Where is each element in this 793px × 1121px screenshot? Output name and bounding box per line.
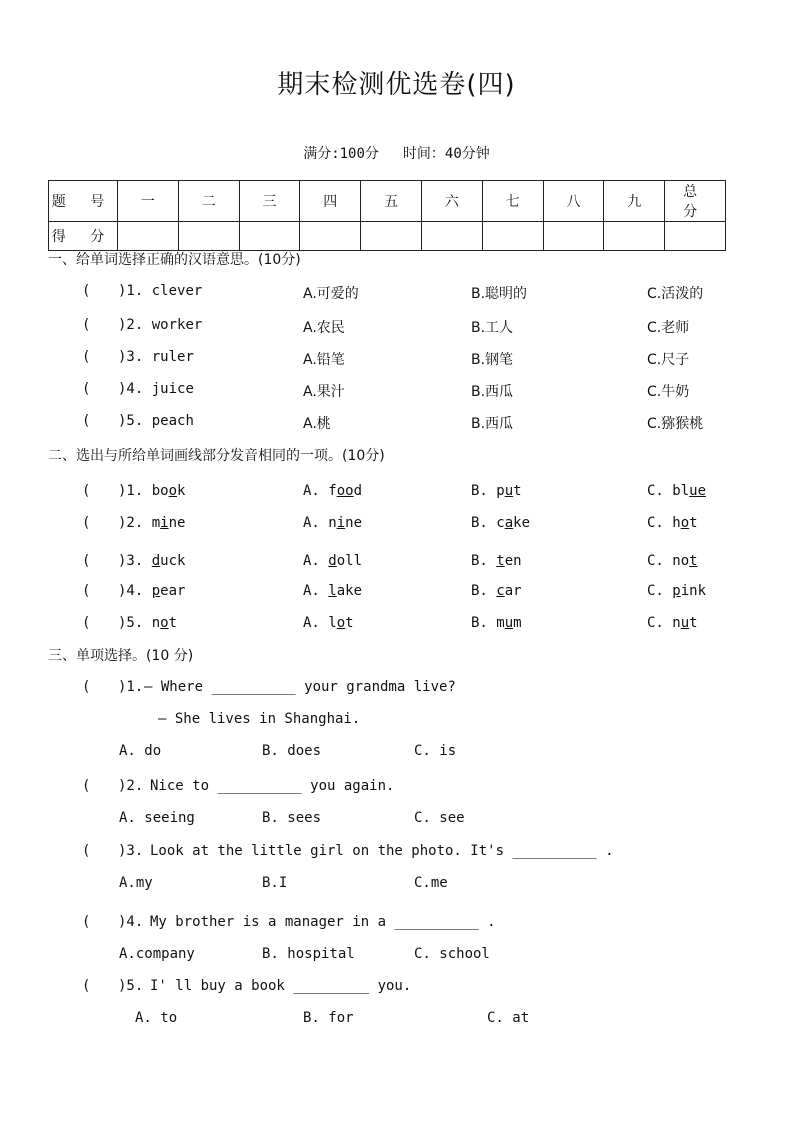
option-a[interactable]: A.果汁: [303, 384, 345, 400]
word-part: en: [504, 553, 522, 569]
option-b[interactable]: [471, 553, 522, 569]
option-b[interactable]: B. for: [303, 1010, 354, 1026]
option-b[interactable]: B. hospital: [262, 946, 355, 962]
s2-question-4: [0, 583, 793, 605]
word-part: C. n: [647, 615, 681, 631]
underlined-letters: t: [496, 553, 505, 569]
question-number: )1.: [118, 283, 144, 299]
score-cell[interactable]: [482, 222, 543, 251]
option-c[interactable]: C.猕猴桃: [647, 416, 704, 432]
option-a[interactable]: A.桃: [303, 416, 331, 432]
underlined-letters: oo: [336, 483, 354, 499]
score-header-cell: 七: [482, 181, 543, 222]
option-b[interactable]: [471, 615, 522, 631]
word-part: t: [345, 615, 354, 631]
word-part: ake: [336, 583, 363, 599]
question-word: clever: [151, 283, 203, 299]
word-part: ne: [345, 515, 363, 531]
word-part: uck: [160, 553, 186, 569]
option-a[interactable]: A.可爱的: [303, 286, 359, 302]
question-number: )4.: [118, 914, 144, 930]
word-part: ke: [513, 515, 531, 531]
exam-meta: [0, 143, 793, 163]
score-header-cell: 一: [118, 181, 179, 222]
underlined-letters: i: [336, 515, 346, 531]
question-number: )3.: [118, 349, 144, 365]
underlined-letters: ue: [689, 483, 707, 499]
answer-paren[interactable]: (: [82, 381, 91, 397]
option-c[interactable]: C.老师: [647, 320, 690, 336]
underlined-letters: d: [151, 553, 161, 569]
score-table-score-row: [49, 222, 726, 251]
option-a[interactable]: [303, 583, 362, 599]
option-a[interactable]: [303, 615, 354, 631]
question-number: )4.: [118, 381, 144, 397]
option-a[interactable]: A. do: [119, 743, 162, 759]
answer-paren[interactable]: (: [82, 978, 91, 994]
answer-paren[interactable]: (: [82, 349, 91, 365]
word-part: m: [151, 515, 161, 531]
option-b[interactable]: B.西瓜: [471, 416, 514, 432]
answer-paren[interactable]: (: [82, 679, 91, 695]
question-text: I' ll buy a book _________ you.: [150, 978, 412, 994]
question-word-wrap: [118, 349, 194, 365]
question-word: [118, 515, 185, 531]
time-limit: 时间：40分钟: [402, 146, 490, 162]
question-word-wrap: [118, 317, 202, 333]
word-part: C.: [647, 583, 673, 599]
option-b[interactable]: [471, 483, 522, 499]
option-b[interactable]: B. sees: [262, 810, 322, 826]
option-b[interactable]: B. does: [262, 743, 322, 759]
option-c[interactable]: C. at: [487, 1010, 530, 1026]
underlined-letters: l: [328, 583, 337, 599]
question-number: )2.: [118, 515, 144, 531]
option-a[interactable]: A. to: [135, 1010, 178, 1026]
word-part: A. l: [303, 615, 337, 631]
question-word: [118, 615, 177, 631]
score-cell[interactable]: [178, 222, 239, 251]
question-word: [118, 483, 185, 499]
s1-question-5: [0, 413, 793, 435]
question-word-wrap: [118, 283, 202, 299]
score-cell[interactable]: [421, 222, 482, 251]
answer-paren[interactable]: (: [82, 317, 91, 333]
underlined-letters: p: [672, 583, 681, 599]
word-part: C. h: [647, 515, 681, 531]
question-number: )5.: [118, 615, 144, 631]
underlined-letters: u: [504, 483, 514, 499]
s1-question-2: [0, 317, 793, 339]
option-a[interactable]: A.农民: [303, 320, 345, 336]
score-cell[interactable]: [361, 222, 422, 251]
option-a[interactable]: A.铅笔: [303, 352, 345, 368]
answer-paren[interactable]: (: [82, 583, 91, 599]
option-a[interactable]: A.company: [119, 946, 195, 962]
underlined-letters: o: [336, 615, 346, 631]
question-word: juice: [151, 381, 194, 397]
word-part: n: [151, 615, 161, 631]
answer-paren[interactable]: (: [82, 778, 91, 794]
option-a[interactable]: A. seeing: [119, 810, 195, 826]
question-number: )4.: [118, 583, 144, 599]
word-part: C. no: [647, 553, 690, 569]
option-a[interactable]: [303, 483, 362, 499]
option-c[interactable]: [647, 615, 698, 631]
word-part: A.: [303, 553, 329, 569]
word-part: bo: [151, 483, 169, 499]
option-b[interactable]: B.西瓜: [471, 384, 514, 400]
option-c[interactable]: C. see: [414, 810, 465, 826]
underlined-letters: o: [168, 483, 178, 499]
score-cell[interactable]: [118, 222, 179, 251]
question-word: [118, 553, 185, 569]
question-number: )1.: [118, 679, 144, 695]
answer-paren[interactable]: (: [82, 283, 91, 299]
section3-heading: 三、单项选择。(10 分): [48, 648, 194, 664]
option-b[interactable]: B.I: [262, 875, 288, 891]
score-header-cell: 六: [421, 181, 482, 222]
word-part: ar: [504, 583, 522, 599]
word-part: k: [177, 483, 186, 499]
score-row-label: 得 分: [49, 222, 118, 251]
s1-question-3: [0, 349, 793, 371]
word-part: ear: [160, 583, 186, 599]
question-word-wrap: [118, 413, 194, 429]
full-score: 满分:100分: [303, 146, 379, 162]
option-c[interactable]: [647, 583, 706, 599]
s1-question-1: [0, 283, 793, 305]
option-c[interactable]: C.活泼的: [647, 286, 704, 302]
score-table: [48, 180, 726, 251]
answer-paren[interactable]: (: [82, 553, 91, 569]
s2-question-2: [0, 515, 793, 537]
option-a[interactable]: [303, 553, 362, 569]
answer-paren[interactable]: (: [82, 515, 91, 531]
question-word-wrap: [118, 381, 194, 397]
option-c[interactable]: [647, 515, 698, 531]
score-header-cell: 四: [300, 181, 361, 222]
score-header-cell: 二: [178, 181, 239, 222]
question-word: [118, 583, 185, 599]
question-reply: — She lives in Shanghai.: [158, 711, 361, 727]
section2-heading: 二、选出与所给单词画线部分发音相同的一项。(10分): [48, 448, 385, 464]
answer-paren[interactable]: (: [82, 615, 91, 631]
score-header-cell: 五: [361, 181, 422, 222]
option-c[interactable]: C.me: [414, 875, 448, 891]
question-number: )2.: [118, 778, 144, 794]
score-header-cell: 九: [604, 181, 665, 222]
word-part: C. bl: [647, 483, 690, 499]
s2-question-3: [0, 553, 793, 575]
question-number: )1.: [118, 483, 144, 499]
question-number: )5.: [118, 413, 144, 429]
question-word: ruler: [151, 349, 194, 365]
word-part: A. n: [303, 515, 337, 531]
question-number: )3.: [118, 843, 144, 859]
score-cell[interactable]: [543, 222, 604, 251]
answer-paren[interactable]: (: [82, 413, 91, 429]
word-part: A. f: [303, 483, 337, 499]
word-part: t: [168, 615, 178, 631]
question-text: Look at the little girl on the photo. It's __________ .: [150, 843, 614, 859]
option-a[interactable]: [303, 515, 362, 531]
option-c[interactable]: C. is: [414, 743, 457, 759]
word-part: ne: [168, 515, 186, 531]
score-header-cell: 三: [239, 181, 300, 222]
option-c[interactable]: C.牛奶: [647, 384, 690, 400]
underlined-letters: t: [689, 553, 698, 569]
underlined-letters: p: [151, 583, 161, 599]
option-b[interactable]: [471, 515, 530, 531]
word-part: B. p: [471, 483, 505, 499]
word-part: ink: [680, 583, 707, 599]
underlined-letters: o: [160, 615, 169, 631]
score-header-cell: 八: [543, 181, 604, 222]
word-part: oll: [336, 553, 363, 569]
question-number: )3.: [118, 553, 144, 569]
score-table-header-row: [49, 181, 726, 222]
score-cell[interactable]: [665, 222, 726, 251]
word-part: m: [513, 615, 522, 631]
option-b[interactable]: B.聪明的: [471, 286, 528, 302]
option-c[interactable]: C. school: [414, 946, 490, 962]
word-part: A.: [303, 583, 329, 599]
answer-paren[interactable]: (: [82, 843, 91, 859]
word-part: t: [513, 483, 522, 499]
option-a[interactable]: A.my: [119, 875, 153, 891]
question-word: worker: [151, 317, 203, 333]
underlined-letters: o: [680, 515, 690, 531]
word-part: d: [353, 483, 363, 499]
answer-paren[interactable]: (: [82, 914, 91, 930]
question-number: )2.: [118, 317, 144, 333]
s2-question-1: [0, 483, 793, 505]
answer-paren[interactable]: (: [82, 483, 91, 499]
s2-question-5: [0, 615, 793, 637]
score-cell[interactable]: [604, 222, 665, 251]
word-part: B.: [471, 583, 497, 599]
word-part: B. c: [471, 515, 505, 531]
underlined-letters: u: [504, 615, 514, 631]
option-b[interactable]: B.工人: [471, 320, 514, 336]
underlined-letters: u: [680, 615, 690, 631]
section1-heading: 一、给单词选择正确的汉语意思。(10分): [48, 252, 301, 268]
underlined-letters: d: [328, 553, 337, 569]
question-text: Nice to __________ you again.: [150, 778, 395, 794]
underlined-letters: a: [504, 515, 514, 531]
option-b[interactable]: [471, 583, 522, 599]
score-header-cell: 题 号: [49, 181, 118, 222]
question-text: — Where __________ your grandma live?: [144, 679, 456, 695]
word-part: t: [689, 515, 698, 531]
word-part: B. m: [471, 615, 505, 631]
question-word: peach: [151, 413, 194, 429]
option-b[interactable]: B.钢笔: [471, 352, 514, 368]
question-text: My brother is a manager in a __________ .: [150, 914, 496, 930]
underlined-letters: i: [160, 515, 169, 531]
score-header-cell: 总 分: [665, 181, 726, 222]
question-number: )5.: [118, 978, 144, 994]
word-part: B.: [471, 553, 497, 569]
option-c[interactable]: C.尺子: [647, 352, 690, 368]
option-c[interactable]: [647, 553, 698, 569]
underlined-letters: c: [496, 583, 505, 599]
score-cell[interactable]: [239, 222, 300, 251]
word-part: t: [689, 615, 698, 631]
option-c[interactable]: [647, 483, 706, 499]
score-cell[interactable]: [300, 222, 361, 251]
page-title: 期末检测优选卷(四): [277, 70, 516, 100]
s1-question-4: [0, 381, 793, 403]
